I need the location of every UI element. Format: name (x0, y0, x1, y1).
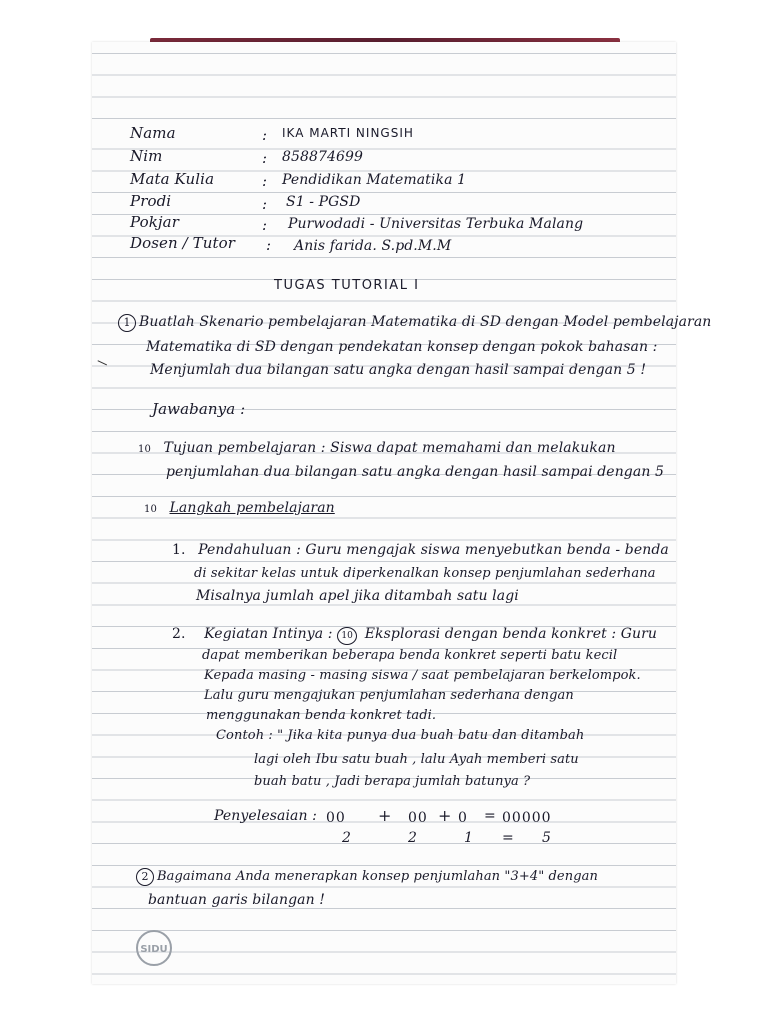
nama-colon: : (262, 126, 268, 144)
stones-result: 00000 (502, 810, 552, 826)
step-1-number: 1. (172, 542, 186, 558)
count-result: 5 (542, 830, 552, 846)
step-2-line-5: menggunakan benda konkret tadi. (206, 708, 437, 723)
prodi-label: Prodi (130, 192, 172, 210)
count-equals: = (502, 830, 514, 846)
nama-label: Nama (130, 124, 176, 142)
dosen-colon: : (266, 236, 272, 254)
plus-sign-1: + (378, 806, 392, 825)
count-1: 2 (342, 830, 352, 846)
step-2-text-1a: Kegiatan Intinya : (204, 626, 333, 642)
nama-value: IKA MARTI NINGSIH (282, 126, 414, 140)
step-1-text-1: Pendahuluan : Guru mengajak siswa menyebutkan benda - benda (198, 542, 669, 558)
langkah-bullet: 10 (144, 504, 157, 515)
stones-group-1: 00 (326, 810, 346, 826)
tujuan-line-1 (138, 440, 616, 456)
contoh-line-3: buah batu , Jadi berapa jumlah batunya ? (254, 774, 531, 789)
step-2-line-2: dapat memberikan beberapa benda konkret seperti batu kecil (202, 648, 618, 663)
plus-sign-2: + (438, 806, 452, 825)
page-title: TUGAS TUTORIAL I (274, 278, 420, 293)
step-2-bullet: 10 (337, 627, 357, 645)
step-1-line-2: di sekitar kelas untuk diperkenalkan konsep penjumlahan sederhana (194, 566, 656, 581)
question-2-line-1 (136, 868, 598, 886)
equals-sign: = (484, 808, 496, 824)
step-2-line-1 (172, 626, 657, 645)
question-1-line-1 (118, 314, 711, 332)
dosen-label: Dosen / Tutor (130, 234, 236, 252)
question-2-text-1: Bagaimana Anda menerapkan konsep penjumlahan "3+4" dengan (157, 869, 598, 884)
dosen-value: Anis farida. S.pd.M.M (294, 238, 452, 254)
question-2-number: 2 (136, 868, 154, 886)
question-1-line-2: Matematika di SD dengan pendekatan konsep dengan pokok bahasan : (146, 339, 658, 355)
mata-kuliah-label: Mata Kulia (130, 170, 215, 188)
prodi-colon: : (262, 195, 268, 213)
contoh-line-1: Contoh : " Jika kita punya dua buah batu dan ditambah (216, 728, 585, 743)
pokjar-value: Purwodadi - Universitas Terbuka Malang (288, 216, 584, 232)
pokjar-label: Pokjar (130, 213, 179, 231)
langkah-label: Langkah pembelajaran (169, 500, 335, 516)
pokjar-colon: : (262, 216, 268, 234)
jawaban-heading: Jawabanya : (152, 400, 246, 418)
tujuan-bullet: 10 (138, 444, 151, 455)
nim-label: Nim (130, 147, 163, 165)
tujuan-text-1: Tujuan pembelajaran : Siswa dapat memahami dan melakukan (163, 440, 616, 456)
question-1-number: 1 (118, 314, 136, 332)
tujuan-line-2: penjumlahan dua bilangan satu angka dengan hasil sampai dengan 5 (166, 464, 664, 480)
contoh-line-2: lagi oleh Ibu satu buah , lalu Ayah memberi satu (254, 752, 579, 767)
step-2-line-4: Lalu guru mengajukan penjumlahan sederhana dengan (204, 688, 574, 703)
stones-group-3: 0 (458, 810, 468, 826)
nim-value: 858874699 (282, 149, 364, 165)
mata-kuliah-colon: : (262, 172, 268, 190)
nim-colon: : (262, 149, 268, 167)
step-2-number: 2. (172, 626, 186, 642)
question-1-line-3: Menjumlah dua bilangan satu angka dengan hasil sampai dengan 5 ! (150, 362, 647, 378)
langkah-heading (144, 500, 335, 516)
stones-group-2: 00 (408, 810, 428, 826)
step-2-text-1c: Eksplorasi dengan benda konkret : Guru (364, 626, 658, 642)
prodi-value: S1 - PGSD (286, 194, 361, 210)
count-3: 1 (464, 830, 474, 846)
mata-kuliah-value: Pendidikan Matematika 1 (282, 172, 467, 188)
step-2-line-3: Kepada masing - masing siswa / saat pembelajaran berkelompok. (204, 668, 641, 683)
penyelesaian-label: Penyelesaian : (214, 808, 317, 824)
step-1-line-1 (172, 542, 669, 558)
count-2: 2 (408, 830, 418, 846)
step-1-line-3: Misalnya jumlah apel jika ditambah satu lagi (196, 588, 519, 604)
question-2-line-2: bantuan garis bilangan ! (148, 892, 325, 908)
sidu-stamp-logo: SIDU (136, 930, 172, 966)
question-1-text-1: Buatlah Skenario pembelajaran Matematika di SD dengan Model pembelajaran (139, 314, 712, 330)
